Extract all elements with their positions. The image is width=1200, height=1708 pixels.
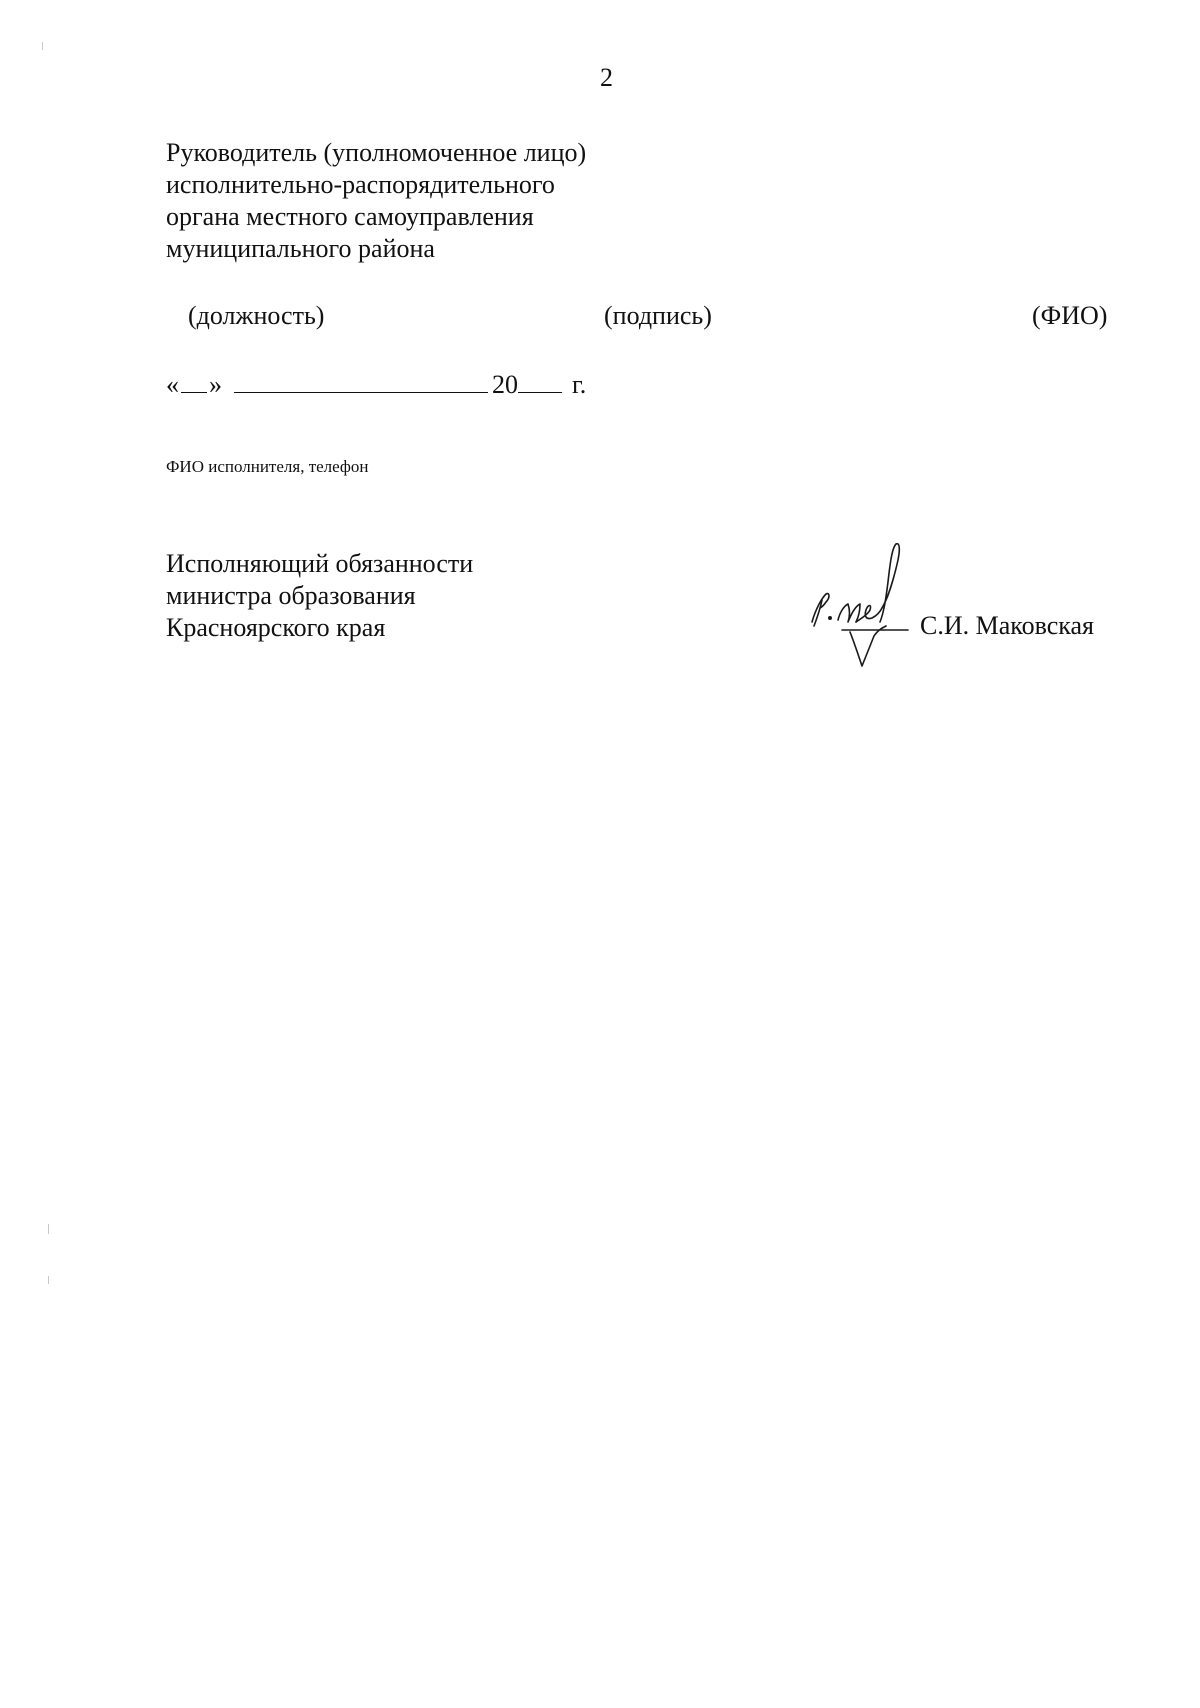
signer-title-block bbox=[166, 548, 473, 644]
caption-position: (должность) bbox=[188, 301, 325, 330]
scan-artifact bbox=[48, 1224, 49, 1234]
signer-name: С.И. Маковская bbox=[920, 611, 1094, 640]
recipient-title-line: органа местного самоуправления bbox=[166, 202, 534, 231]
day-blank bbox=[181, 366, 207, 393]
caption-fio: (ФИО) bbox=[1032, 301, 1108, 330]
executor-note: ФИО исполнителя, телефон bbox=[166, 457, 369, 476]
year-prefix: 20 bbox=[492, 370, 518, 399]
signer-title-line: Красноярского края bbox=[166, 613, 386, 642]
page-number: 2 bbox=[600, 63, 613, 92]
signer-title-line: министра образования bbox=[166, 581, 416, 610]
handwritten-signature-icon bbox=[808, 538, 918, 688]
recipient-title-block bbox=[166, 137, 586, 265]
scan-artifact bbox=[48, 1276, 49, 1284]
year-blank bbox=[518, 366, 562, 393]
caption-signature: (подпись) bbox=[604, 301, 712, 330]
recipient-title-line: Руководитель (уполномоченное лицо) bbox=[166, 138, 587, 167]
date-close-quote: » bbox=[209, 370, 222, 399]
recipient-title-line: муниципального района bbox=[166, 234, 435, 263]
date-open-quote: « bbox=[166, 370, 179, 399]
month-blank bbox=[234, 366, 488, 393]
scan-artifact bbox=[42, 42, 43, 50]
date-line bbox=[166, 366, 586, 401]
year-suffix: г. bbox=[572, 370, 587, 399]
signer-title-line: Исполняющий обязанности bbox=[166, 549, 474, 578]
recipient-title-line: исполнительно-распорядительного bbox=[166, 170, 555, 199]
